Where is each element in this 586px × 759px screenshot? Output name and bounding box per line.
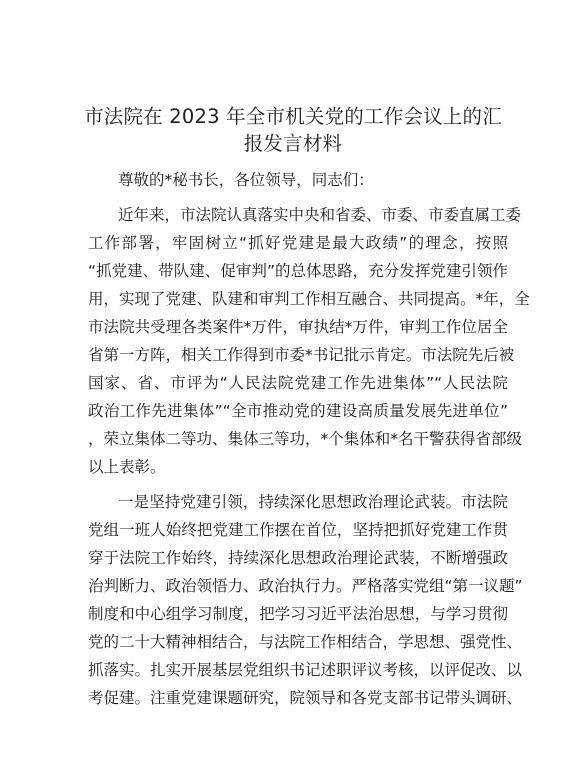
paragraph-2-line-4: 治判断力、政治领悟力、政治执行力。严格落实党组“第一议题”	[88, 577, 523, 595]
greeting-line: 尊敬的*秘书长，各位领导，同志们：	[118, 171, 374, 189]
paragraph-2-line-5: 制度和中心组学习制度，把学习习近平法治思想，与学习贯彻	[88, 605, 508, 623]
paragraph-1-line-10: 以上表彰。	[88, 458, 166, 476]
paragraph-2-line-7: 抓落实。扎实开展基层党组织书记述职评议考核，以评促改、以	[88, 661, 523, 679]
paragraph-1-line-7: 国家、省、市评为“人民法院党建工作先进集体”“人民法院	[88, 374, 508, 392]
paragraph-1-line-3: “抓党建、带队建、促审判”的总体思路，充分发挥党建引领作	[88, 262, 508, 280]
paragraph-1-line-2: 工作部署，牢固树立“抓好党建是最大政绩”的理念，按照	[88, 234, 508, 252]
paragraph-1-line-6: 省第一方阵，相关工作得到市委*书记批示肯定。市法院先后被	[88, 346, 515, 364]
paragraph-1-line-5: 市法院共受理各类案件*万件，审执结*万件，审判工作位居全	[88, 318, 508, 336]
paragraph-2-line-3: 穿于法院工作始终，持续深化思想政治理论武装，不断增强政	[88, 549, 508, 567]
document-title-line-1: 市法院在 2023 年全市机关党的工作会议上的汇	[84, 105, 502, 128]
paragraph-2-line-8: 考促建。注重党建课题研究，院领导和各党支部书记带头调研、	[88, 689, 523, 707]
paragraph-1-line-1: 近年来，市法院认真落实中央和省委、市委、市委直属工委	[118, 206, 522, 224]
paragraph-2-line-1: 一是坚持党建引领，持续深化思想政治理论武装。市法院	[118, 493, 508, 511]
paragraph-1-line-8: 政治工作先进集体”“全市推动党的建设高质量发展先进单位”	[88, 402, 508, 420]
paragraph-2-line-2: 党组一班人始终把党建工作摆在首位，坚持把抓好党建工作贯	[88, 521, 508, 539]
paragraph-2-line-6: 党的二十大精神相结合，与法院工作相结合，学思想、强党性、	[88, 633, 523, 651]
paragraph-1-line-9: ，荣立集体二等功、集体三等功，*个集体和*名干警获得省部级	[88, 430, 523, 448]
document-title-line-2: 报发言材料	[243, 132, 343, 155]
paragraph-1-line-4: 用，实现了党建、队建和审判工作相互融合、共同提高。*年，全	[88, 290, 530, 308]
